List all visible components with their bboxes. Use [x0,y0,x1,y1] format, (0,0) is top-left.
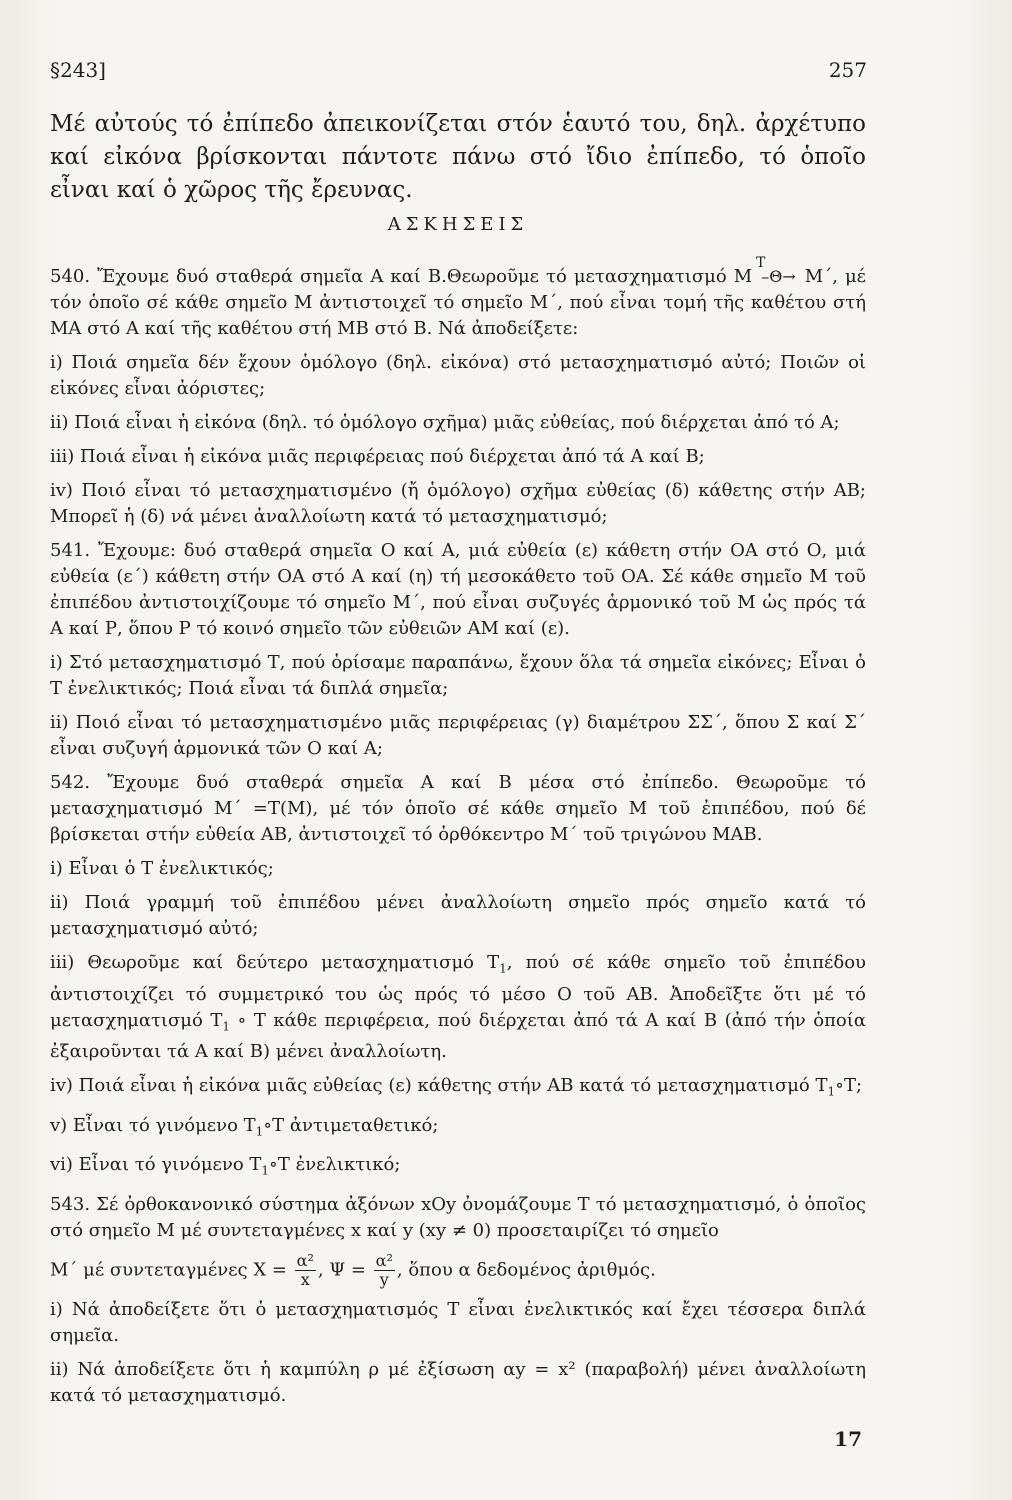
exercise-542-item-3 [50,950,866,1065]
fraction-y-numerator: α² [375,1250,393,1270]
exercise-540-item: iii) Ποιά εἶναι ἡ εἰκόνα μιᾶς περιφέρειας πού διέρχεται ἀπό τά Α καί Β; [50,446,705,467]
exercise-543: 543. Σέ ὀρθοκανονικό σύστημα ἀξόνων xOy ὀνομάζουμε Τ τό μετασχηματισμό, ὁ ὁποῖος στό σημεῖο Μ μέ συντεταγμένες x καί y (xy ≠ 0) προσεταιρίζει τό σημεῖο [50,1193,866,1241]
fraction-x [295,1252,316,1289]
item-4-text-b: ∘Τ; [835,1075,863,1097]
subscript: 1 [222,1019,230,1034]
item-5-text-b: ∘Τ ἀντιμεταθετικό; [263,1114,439,1136]
formula-tail: , ὅπου α δεδομένος ἀριθμός. [396,1259,656,1281]
exercise-540-text-a: 540. Ἔχουμε δυό σταθερά σημεῖα Α καί Β.Θεωροῦμε τό μετασχηματισμό Μ [50,266,753,287]
exercise-540-item: ii) Ποιά εἶναι ἡ εἰκόνα (δηλ. τό ὁμόλογο σχῆμα) μιᾶς εὐθείας, πού διέρχεται ἀπό τό Α; [50,412,840,433]
exercises-body [50,264,866,1417]
formula-lead: Μ΄ μέ συντεταγμένες Χ = [50,1259,287,1281]
fraction-y [374,1252,395,1289]
exercise-542-item: i) Εἶναι ὁ Τ ἐνελικτικός; [50,858,274,879]
exercise-540 [50,264,866,342]
item-3-text-a: iii) Θεωροῦμε καί δεύτερο μετασχηματισμό Τ [50,952,500,973]
fraction-x-denominator: x [300,1269,310,1289]
item-3-text-b: , πού σέ κάθε σημεῖο τοῦ ἐπιπέδου ἀντιστοιχίζει τό συμμετρικό του ὡς πρός τό μέσο Ο τοῦ ΑΒ. Ἀποδεῖξτε ὅτι μέ τό μετασχηματισμό Τ [50,952,866,1031]
signature-mark: 17 [834,1427,862,1451]
exercises-heading: ΑΣΚΗΣΕΙΣ [387,214,529,235]
exercise-542: 542. Ἔχουμε δυό σταθερά σημεῖα Α καί Β μέσα στό ἐπίπεδο. Θεωροῦμε τό μετασχηματισμό Μ΄ =Τ(Μ), μέ τόν ὁποῖο σέ κάθε σημεῖο Μ τοῦ ἐπιπέδου, πού δέ βρίσκεται στήν εὐθεία ΑΒ, ἀντιστοιχεῖ τό ὀρθόκεντρο Μ΄ τοῦ τριγώνου ΜΑΒ. [50,772,866,845]
subscript: 1 [255,1124,264,1139]
exercise-542-item-4 [50,1073,866,1105]
exercise-542-item-5 [50,1113,866,1145]
exercise-541-item: ii) Ποιό εἶναι τό μετασχηματισμένο μιᾶς περιφέρειας (γ) διαμέτρου ΣΣ΄, ὅπου Σ καί Σ΄ εἶναι συζυγή ἁρμονικά τῶν Ο καί Α; [50,712,866,759]
item-5-text-a: v) Εἶναι τό γινόμενο Τ [50,1114,256,1136]
subscript: 1 [261,1163,270,1178]
exercise-540-text-b: Μ΄, μέ τόν ὁποῖο σέ κάθε σημεῖο Μ ἀντιστοιχεῖ τό σημεῖο Μ΄, πού εἶναι τομή τῆς καθέτου στή ΜΑ στό Α καί τῆς καθέτου στή ΜΒ στό Β. Νά ἀποδείξετε: [50,266,866,339]
fraction-y-denominator: y [379,1269,389,1289]
exercise-540-item: i) Ποιά σημεῖα δέν ἔχουν ὁμόλογο (δηλ. εἰκόνα) στό μετασχηματισμό αὐτό; Ποιῶν οἱ εἰκόνες εἶναι ἀόριστες; [50,352,866,399]
exercise-542-item: ii) Ποιά γραμμή τοῦ ἐπιπέδου μένει ἀναλλοίωτη σημεῖο πρός σημεῖο κατά τό μετασχηματισμό αὐτό; [50,892,866,939]
section-header: §243] [50,58,106,82]
exercise-541: 541. Ἔχουμε: δυό σταθερά σημεῖα Ο καί Α, μιά εὐθεία (ε) κάθετη στήν ΟΑ στό Ο, μιά εὐθεία (ε΄) κάθετη στήν ΟΑ στό Α καί (η) τή μεσοκάθετο τοῦ ΟΑ. Σέ κάθε σημεῖο Μ τοῦ ἐπιπέδου ἀντιστοιχίζουμε τό σημεῖο Μ΄, πού εἶναι συζυγές ἁρμονικό τοῦ Μ ὡς πρός τά Α καί Ρ, ὅπου Ρ τό κοινό σημεῖο τῶν εὐθειῶν ΑΜ καί (ε). [50,540,866,639]
subscript: 1 [827,1084,836,1099]
item-4-text-a: iv) Ποιά εἶναι ἡ εἰκόνα μιᾶς εὐθείας (ε) κάθετης στήν ΑΒ κατά τό μετασχηματισμό Τ [50,1075,828,1097]
transform-label: T [756,255,766,271]
exercise-542-item-6 [50,1152,866,1184]
item-6-text-a: vi) Εἶναι τό γινόμενο Τ [50,1154,262,1176]
exercise-543-formula [50,1252,866,1289]
item-6-text-b: ∘Τ ἐνελικτικό; [269,1154,401,1176]
exercise-543-item: i) Νά ἀποδείξετε ὅτι ὁ μετασχηματισμός Τ εἶναι ἐνελικτικός καί ἔχει τέσσερα διπλά σημεῖα. [50,1298,866,1346]
exercise-540-item: iv) Ποιό εἶναι τό μετασχηματισμένο (ἤ ὁμόλογο) σχῆμα εὐθείας (δ) κάθετης στήν ΑΒ; Μπορεῖ ἡ (δ) νά μένει ἀναλλοίωτη κατά τό μετασχηματισμό; [50,480,866,527]
fraction-x-numerator: α² [296,1250,314,1270]
exercise-541-item: i) Στό μετασχηματισμό Τ, πού ὁρίσαμε παραπάνω, ἔχουν ὅλα τά σημεῖα εἰκόνες; Εἶναι ὁ Τ ἐνελικτικός; Ποιά εἶναι τά διπλά σημεῖα; [50,652,866,699]
intro-paragraph: Μέ αὐτούς τό ἐπίπεδο ἀπεικονίζεται στόν ἑαυτό του, δηλ. ἀρχέτυπο καί εἰκόνα βρίσκονται πάντοτε πάνω στό ἴδιο ἐπίπεδο, τό ὁποῖο εἶναι καί ὁ χῶρος τῆς ἔρευνας. [50,111,866,203]
page-number: 257 [828,58,867,82]
transform-arrow: –Θ→ [761,267,796,286]
item-3-text-c: ∘ Τ κάθε περιφέρεια, πού διέρχεται ἀπό τά Α καί Β (ἀπό τήν ὁποία ἐξαιροῦνται τά Α καί Β) μένει ἀναλλοίωτη. [50,1009,866,1063]
subscript: 1 [499,961,507,976]
formula-mid: , Ψ = [317,1259,366,1281]
exercise-543-item: ii) Νά ἀποδείξετε ὅτι ἡ καμπύλη ρ μέ ἐξίσωση αy = x² (παραβολή) μένει ἀναλλοίωτη κατά τό μετασχηματισμό. [50,1358,866,1406]
